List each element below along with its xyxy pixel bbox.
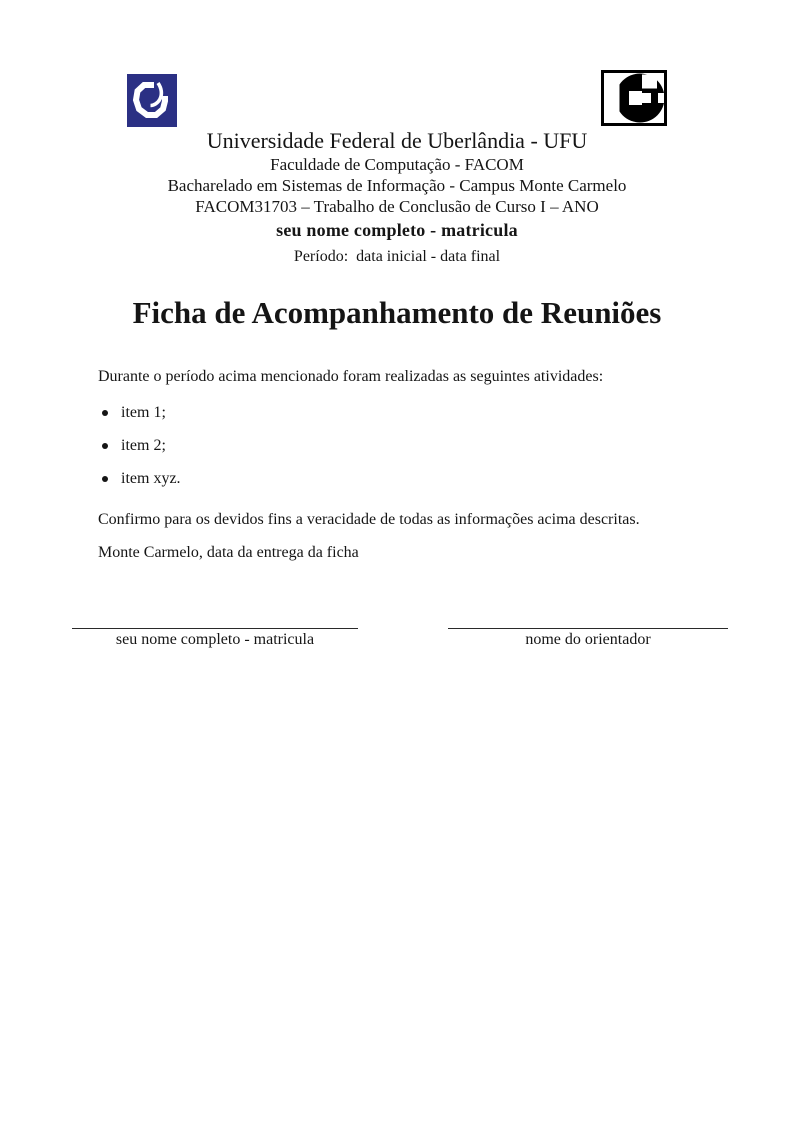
confirmation-paragraph: Confirmo para os devidos fins a veracidade de todas as informações acima descritas. <box>98 511 640 528</box>
course-campus: Bacharelado em Sistemas de Informação - Campus Monte Carmelo <box>167 176 627 195</box>
signature-label-student: seu nome completo - matricula <box>115 631 315 648</box>
signature-line-advisor <box>448 628 728 629</box>
list-item-text: item 1; <box>121 404 166 421</box>
list-item-text: item 2; <box>121 437 166 454</box>
list-item <box>98 403 166 423</box>
bullet-icon <box>102 476 108 482</box>
signature-label-advisor: nome do orientador <box>525 631 651 648</box>
page-title: Ficha de Acompanhamento de Reuniões <box>132 295 662 330</box>
institution-name: Universidade Federal de Uberlândia - UFU <box>206 128 588 153</box>
ufu-logo-icon <box>127 74 177 127</box>
bullet-icon <box>102 410 108 416</box>
bullet-icon <box>102 443 108 449</box>
period-line: Período: data inicial - data final <box>293 248 501 265</box>
faculty-name: Faculdade de Computação - FACOM <box>270 155 524 174</box>
intro-paragraph: Durante o período acima mencionado foram realizadas as seguintes atividades: <box>98 368 604 385</box>
course-code: FACOM31703 – Trabalho de Conclusão de Curso I – ANO <box>195 197 599 216</box>
list-item <box>98 436 166 456</box>
facom-logo-svg <box>601 70 667 126</box>
place-date-line: Monte Carmelo, data da entrega da ficha <box>98 544 359 561</box>
signature-line-student <box>72 628 358 629</box>
list-item-text: item xyz. <box>121 470 181 487</box>
list-item <box>98 469 181 489</box>
ufu-logo-svg <box>127 74 177 127</box>
student-name: seu nome completo - matricula <box>276 220 518 240</box>
facom-logo-icon <box>601 70 667 126</box>
